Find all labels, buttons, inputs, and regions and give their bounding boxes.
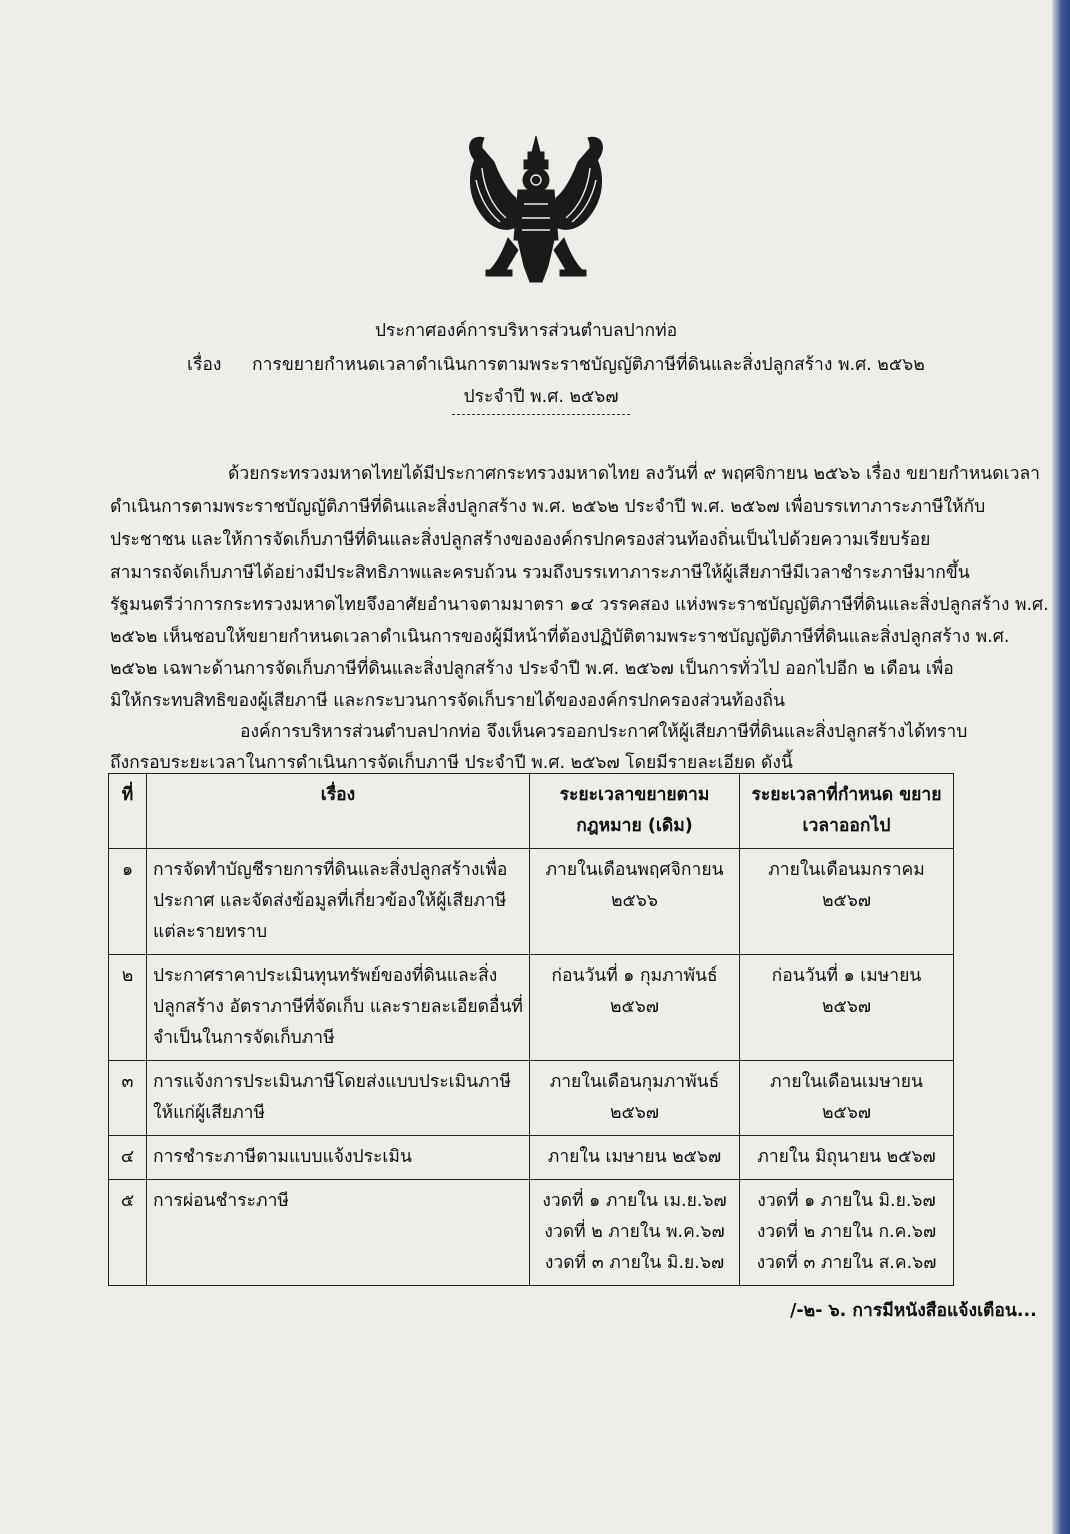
paragraph-line: ถึงกรอบระยะเวลาในการดำเนินการจัดเก็บภาษี ประจำปี พ.ศ. ๒๕๖๗ โดยมีรายละเอียด ดังนี้ [110,753,793,773]
row-extended: ภายในเดือนมกราคม ๒๕๖๗ [740,849,954,955]
header-no: ที่ [109,774,147,849]
subject-label: เรื่อง [187,355,222,375]
row-extended: งวดที่ ๑ ภายใน มิ.ย.๖๗ งวดที่ ๒ ภายใน ก.ค.๖๗ งวดที่ ๓ ภายใน ส.ค.๖๗ [740,1180,954,1286]
row-original: งวดที่ ๑ ภายใน เม.ย.๖๗ งวดที่ ๒ ภายใน พ.ค.๖๗ งวดที่ ๓ ภายใน มิ.ย.๖๗ [530,1180,740,1286]
row-no: ๑ [109,849,147,955]
row-original: ภายใน เมษายน ๒๕๖๗ [530,1136,740,1180]
row-subject: ประกาศราคาประเมินทุนทรัพย์ของที่ดินและสิ่งปลูกสร้าง อัตราภาษีที่จัดเก็บ และรายละเอียดอื่นที่จำเป็นในการจัดเก็บภาษี [147,955,530,1061]
paragraph-line: ๒๕๖๒ เฉพาะด้านการจัดเก็บภาษีที่ดินและสิ่งปลูกสร้าง ประจำปี พ.ศ. ๒๕๖๗ เป็นการทั่วไป ออกไปอีก ๒ เดือน เพื่อ [110,659,954,679]
paragraph-line: ประชาชน และให้การจัดเก็บภาษีที่ดินและสิ่งปลูกสร้างขององค์กรปกครองส่วนท้องถิ่นเป็นไปด้วยความเรียบร้อย [110,530,931,550]
row-original: ภายในเดือนกุมภาพันธ์ ๒๕๖๗ [530,1061,740,1136]
announcement-title: ประกาศองค์การบริหารส่วนตำบลปากท่อ [374,321,678,341]
row-no: ๓ [109,1061,147,1136]
row-subject: การผ่อนชำระภาษี [147,1180,530,1286]
schedule-table [108,773,954,1286]
paragraph-line: ๒๕๖๒ เห็นชอบให้ขยายกำหนดเวลาดำเนินการของผู้มีหน้าที่ต้องปฏิบัติตามพระราชบัญญัติภาษีที่ดินและสิ่งปลูกสร้าง พ.ศ. [110,627,1010,647]
row-subject: การชำระภาษีตามแบบแจ้งประเมิน [147,1136,530,1180]
row-original: ก่อนวันที่ ๑ กุมภาพันธ์ ๒๕๖๗ [530,955,740,1061]
paragraph-line: รัฐมนตรีว่าการกระทรวงมหาดไทยจึงอาศัยอำนาจตามมาตรา ๑๔ วรรคสอง แห่งพระราชบัญญัติภาษีที่ดินและสิ่งปลูกสร้าง พ.ศ. [110,595,1049,615]
table-row [109,1180,954,1286]
background-edge [1052,0,1070,1534]
paragraph-line: ดำเนินการตามพระราชบัญญัติภาษีที่ดินและสิ่งปลูกสร้าง พ.ศ. ๒๕๖๒ ประจำปี พ.ศ. ๒๕๖๗ เพื่อบรรเทาภาระภาษีให้กับ [110,497,986,517]
table-row [109,1061,954,1136]
row-no: ๕ [109,1180,147,1286]
paragraph-line: องค์การบริหารส่วนตำบลปากท่อ จึงเห็นควรออกประกาศให้ผู้เสียภาษีที่ดินและสิ่งปลูกสร้างได้ทราบ [240,722,968,742]
row-subject: การจัดทำบัญชีรายการที่ดินและสิ่งปลูกสร้างเพื่อประกาศ และจัดส่งข้อมูลที่เกี่ยวข้องให้ผู้เสียภาษีแต่ละรายทราบ [147,849,530,955]
paragraph-line: มิให้กระทบสิทธิของผู้เสียภาษี และกระบวนการจัดเก็บรายได้ขององค์กรปกครองส่วนท้องถิ่น [110,691,785,711]
garuda-emblem-icon [462,128,610,288]
table-row [109,1136,954,1180]
paragraph-line: สามารถจัดเก็บภาษีได้อย่างมีประสิทธิภาพและครบถ้วน รวมถึงบรรเทาภาระภาษีให้ผู้เสียภาษีมีเวลาชำระภาษีมากขึ้น [110,563,970,583]
header-original: ระยะเวลาขยายตาม กฎหมาย (เดิม) [530,774,740,849]
row-no: ๒ [109,955,147,1061]
row-extended: ก่อนวันที่ ๑ เมษายน ๒๕๖๗ [740,955,954,1061]
continuation-note: /-๒- ๖. การมีหนังสือแจ้งเตือน... [790,1301,1037,1321]
row-no: ๔ [109,1136,147,1180]
title-divider [452,414,630,415]
row-extended: ภายในเดือนเมษายน ๒๕๖๗ [740,1061,954,1136]
paragraph-line: ด้วยกระทรวงมหาดไทยได้มีประกาศกระทรวงมหาดไทย ลงวันที่ ๙ พฤศจิกายน ๒๕๖๖ เรื่อง ขยายกำหนดเวลา [228,464,1040,484]
subject-title: การขยายกำหนดเวลาดำเนินการตามพระราชบัญญัติภาษีที่ดินและสิ่งปลูกสร้าง พ.ศ. ๒๕๖๒ [252,355,925,375]
header-extended: ระยะเวลาที่กำหนด ขยายเวลาออกไป [740,774,954,849]
announcement-year: ประจำปี พ.ศ. ๒๕๖๗ [463,387,619,407]
row-subject: การแจ้งการประเมินภาษีโดยส่งแบบประเมินภาษีให้แก่ผู้เสียภาษี [147,1061,530,1136]
header-subject: เรื่อง [147,774,530,849]
table-row [109,849,954,955]
row-original: ภายในเดือนพฤศจิกายน ๒๕๖๖ [530,849,740,955]
table-header-row [109,774,954,849]
table-row [109,955,954,1061]
row-extended: ภายใน มิถุนายน ๒๕๖๗ [740,1136,954,1180]
